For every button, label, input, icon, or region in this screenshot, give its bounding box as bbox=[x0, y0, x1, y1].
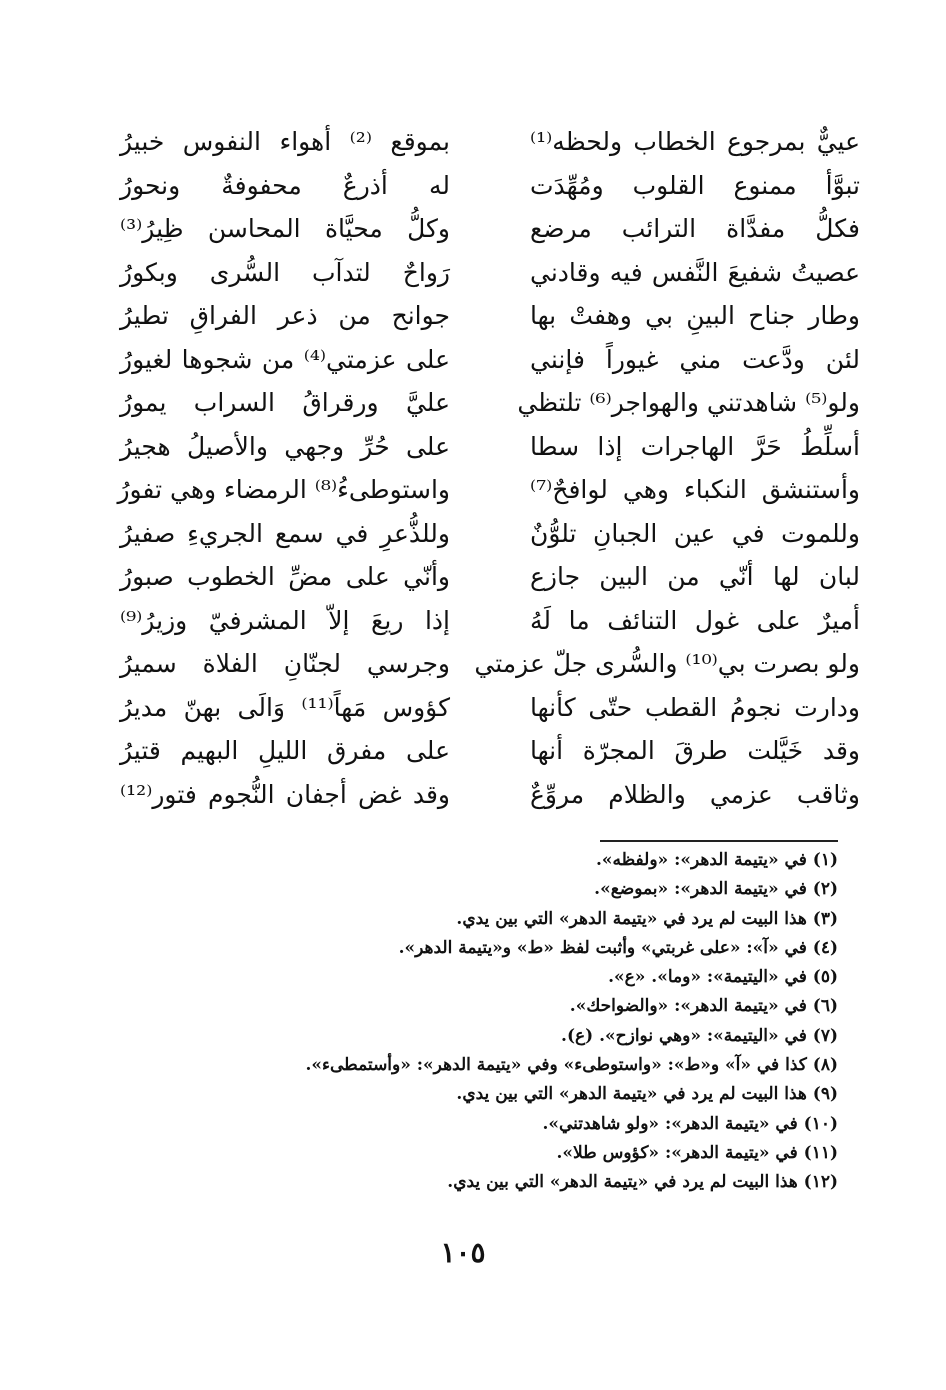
verse-second-hemistich: عليَّ ورقراقُ السراب يمورُ bbox=[120, 388, 450, 417]
verse-first-hemistich: ودارت نجومُ القطب حتّى كأنها bbox=[530, 692, 860, 722]
verse-first-hemistich: ولو بصرت بي⁽¹⁰⁾ والسُّرى جلّ عزمتي bbox=[474, 649, 860, 678]
verse-second-hemistich: واستوطىءُ⁽⁸⁾ الرمضاء وهي تفورُ bbox=[117, 475, 450, 504]
page-number: ١٠٥ bbox=[440, 1236, 486, 1269]
verse-first-hemistich: وثاقب عزمي والظلام مروِّعٌ bbox=[530, 779, 860, 809]
verse-first-hemistich: لبان لها أنّي من البين جازع bbox=[530, 562, 860, 591]
footnote: (١٢) هذا البيت لم يرد في «يتيمة الدهر» التي بين يدي. bbox=[447, 1172, 838, 1193]
verse-first-hemistich: لئن ودَّعت مني غيوراً فإنني bbox=[530, 344, 860, 374]
verse-line bbox=[120, 423, 860, 470]
verse-line bbox=[120, 510, 860, 557]
verse-second-hemistich: وأنّي على مضِّ الخطوب صبورُ bbox=[120, 562, 450, 591]
verse-first-hemistich: وللموت في عين الجبانِ تلوُّنٌ bbox=[530, 518, 860, 548]
footnote: (٩) هذا البيت لم يرد في «يتيمة الدهر» التي بين يدي. bbox=[456, 1084, 838, 1105]
verse-second-hemistich: على حُرِّ وجهي والأصيلُ هجيرُ bbox=[120, 431, 450, 461]
verse-second-hemistich: وللذُّعرِ في سمع الجريءِ صفيرُ bbox=[120, 518, 450, 548]
verse-second-hemistich: على مفرق الليلِ البهيم قتيرُ bbox=[120, 736, 450, 765]
verse-second-hemistich: على عزمتي⁽⁴⁾ من شجوها لغيورُ bbox=[120, 344, 450, 374]
verse-line bbox=[120, 771, 860, 818]
verse-line bbox=[120, 162, 860, 209]
footnote: (٧) في «اليتيمة»: «وهي نوازح». (ع). bbox=[561, 1025, 838, 1046]
footnote: (١٠) في «يتيمة الدهر»: «ولو شاهدتني». bbox=[542, 1113, 838, 1134]
verse-second-hemistich: وجرسي لجنّانِ الفلاة سميرُ bbox=[120, 649, 450, 678]
verse-line bbox=[120, 379, 860, 426]
poem-body bbox=[117, 118, 860, 828]
footnote: (٣) هذا البيت لم يرد في «يتيمة الدهر» التي بين يدي. bbox=[456, 908, 838, 929]
verse-second-hemistich: وقد غض أجفان النُّجوم فتور⁽¹²⁾ bbox=[120, 779, 450, 809]
verse-first-hemistich: وطار جناح البينِ بي وهفتْ بها bbox=[530, 301, 860, 330]
verse-line bbox=[120, 336, 860, 383]
verse-line bbox=[120, 249, 860, 296]
verse-first-hemistich: عييٌّ بمرجوع الخطاب ولحظه⁽¹⁾ bbox=[530, 127, 860, 156]
verse-second-hemistich: بموقع ⁽²⁾ أهواء النفوس خبيرُ bbox=[120, 127, 451, 156]
verse-line bbox=[120, 640, 860, 687]
verse-line bbox=[120, 118, 860, 165]
footnote: (٥) في «اليتيمة»: «وما». «ع». bbox=[608, 967, 838, 988]
footnote-separator bbox=[600, 840, 838, 842]
verse-second-hemistich: إذا ريعَ إلاّ المشرفيّ وزيرُ⁽⁹⁾ bbox=[120, 605, 450, 635]
footnote: (١) في «يتيمة الدهر»: «ولفظه». bbox=[595, 850, 838, 870]
verse-line bbox=[117, 466, 860, 513]
verse-second-hemistich: رَواحٌ لتدآب السُّرى وبكورُ bbox=[120, 257, 450, 287]
verse-second-hemistich: كؤوس مَهاً⁽¹¹⁾ وَالَى بهنّ مديرُ bbox=[120, 692, 450, 722]
verse-first-hemistich: وأستنشق النكباء وهي لوافحٌ⁽⁷⁾ bbox=[530, 475, 860, 504]
verse-line bbox=[120, 205, 860, 252]
footnote: (٨) كذا في «آ» و«ط»: «واستوطىء» وفي «يتيمة الدهر»: «وأستمطىء». bbox=[305, 1055, 838, 1076]
verse-first-hemistich: أميرٌ على غول التنائف ما لَهُ bbox=[530, 605, 860, 635]
verse-first-hemistich: تبوَّأ ممنوع القلوب ومُهِّدَت bbox=[530, 170, 860, 200]
verse-second-hemistich: له أذرعٌ محفوفةٌ ونحورُ bbox=[120, 170, 450, 200]
verse-line bbox=[120, 553, 860, 600]
verse-first-hemistich: وقد خَيَّلت طرقَ المجرّة أنها bbox=[530, 736, 860, 765]
verse-line bbox=[120, 292, 860, 339]
verse-second-hemistich: جوانح من ذعر الفراقِ تطيرُ bbox=[120, 301, 450, 330]
footnote: (٦) في «يتيمة الدهر»: «والضواحك». bbox=[569, 996, 838, 1017]
verse-line bbox=[120, 727, 860, 774]
footnotes bbox=[258, 846, 838, 1198]
verse-first-hemistich: عصيتُ شفيعَ النَّفس فيه وقادني bbox=[530, 257, 860, 287]
verse-second-hemistich: وكلُّ محيَّاة المحاسن ظِيرُ⁽³⁾ bbox=[120, 214, 450, 243]
verse-first-hemistich: ولو⁽⁵⁾ شاهدتني والهواجر⁽⁶⁾ تلتظي bbox=[517, 388, 860, 417]
verse-first-hemistich: فكلُّ مفدَّاة الترائب مرضع bbox=[530, 214, 860, 243]
footnote: (٢) في «يتيمة الدهر»: «بموضع». bbox=[594, 879, 838, 900]
verse-line bbox=[120, 684, 860, 731]
verse-first-hemistich: أسلِّطُ حَرَّ الهاجرات إذا سطا bbox=[530, 431, 860, 461]
footnote: (٤) في «آ»: «على غربتي» وأثبت لفظ «ط» و«يتيمة الدهر». bbox=[398, 937, 838, 958]
verse-line bbox=[120, 597, 860, 644]
footnote: (١١) في «يتيمة الدهر»: «كؤوس طلا». bbox=[556, 1142, 838, 1163]
